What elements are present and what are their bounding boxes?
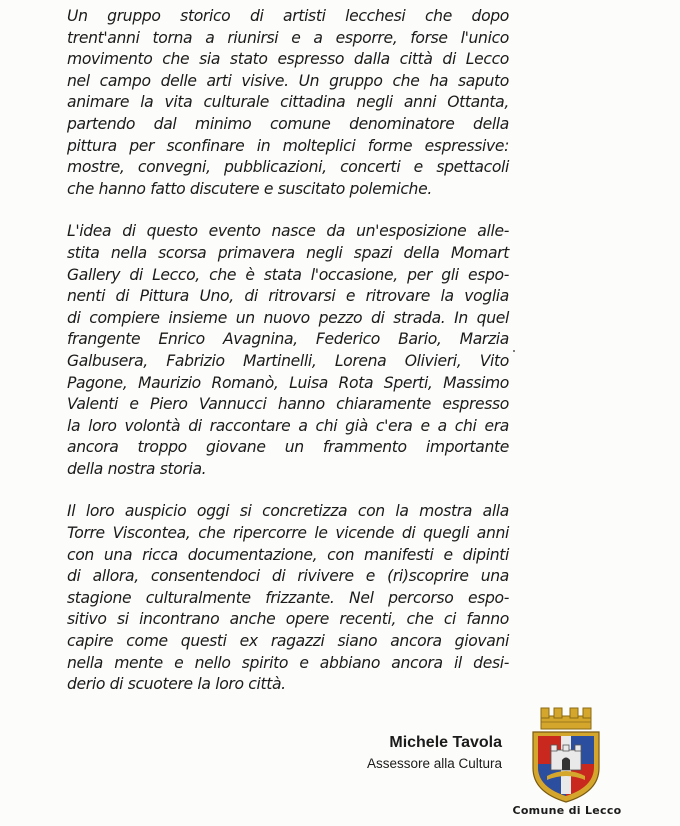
coat-of-arms-icon (527, 706, 605, 806)
text-line: Il loro auspicio oggi si concretizza con la mostra alla (67, 502, 509, 521)
signature (367, 733, 502, 775)
text-line: partendo dal minimo comune denominatore della (67, 114, 509, 133)
text-line: Torre Viscontea, che ripercorre le vicende di quegli anni (67, 524, 509, 543)
speck-mark (513, 350, 515, 352)
text-line: stagione culturalmente frizzante. Nel percorso espo- (67, 588, 509, 607)
text-line: Gallery di Lecco, che è stata l'occasione, per gli espo- (67, 265, 509, 284)
signature-role: Assessore alla Cultura (366, 756, 502, 771)
text-line: Galbusera, Fabrizio Martinelli, Lorena Olivieri, Vito (67, 351, 509, 370)
text-line: animare la vita culturale cittadina negli anni Ottanta, (67, 93, 509, 112)
signature-name: Michele Tavola (389, 734, 502, 751)
text-line: con una ricca documentazione, con manifesti e dipinti (67, 545, 509, 564)
text-line: nel campo delle arti visive. Un gruppo che ha saputo (67, 71, 509, 90)
text-line: Un gruppo storico di artisti lecchesi che dopo (67, 7, 509, 25)
text-line: capire come questi ex ragazzi siano ancora giovani (67, 632, 509, 651)
text-line: della nostra storia. (67, 459, 207, 478)
text-line: nella mente e nello spirito e abbiano ancora il desi- (67, 653, 509, 672)
text-line: che hanno fatto discutere e suscitato polemiche. (67, 179, 432, 198)
text-line: L'idea di questo evento nasce da un'esposizione alle- (67, 222, 509, 241)
text-line: di allora, consentendoci di rivivere e (ri)scoprire una (67, 567, 509, 586)
text-line: sitivo si incontrano anche opere recenti, che ci fanno (67, 610, 509, 629)
text-line: ancora troppo giovane un frammento importante (67, 438, 509, 457)
text-line: Pagone, Maurizio Romanò, Luisa Rota Sperti, Massimo (67, 373, 509, 392)
text-line: movimento che sia stato espresso dalla città di Lecco (67, 50, 509, 69)
text-line: la loro volontà di raccontare a chi già c'era e a chi era (67, 416, 509, 435)
text-line: nenti di Pittura Uno, di ritrovarsi e ritrovare la voglia (67, 287, 509, 306)
text-line: Valenti e Piero Vannucci hanno chiaramente espresso (67, 395, 509, 414)
body-text (67, 6, 509, 717)
text-line: pittura per sconfinare in molteplici forme espressive: (67, 136, 509, 155)
emblem-caption: Comune di Lecco (512, 804, 622, 817)
text-line: di compiere insieme un nuovo pezzo di strada. In quel (67, 308, 509, 327)
paragraph-1 (67, 6, 509, 200)
text-line: stita nella scorsa primavera negli spazi della Momart (67, 243, 509, 262)
text-line: derio di scuotere la loro città. (67, 675, 286, 694)
text-line: frangente Enrico Avagnina, Federico Bario, Marzia (67, 330, 509, 349)
text-line: trent'anni torna a riunirsi e a esporre, forse l'unico (67, 28, 509, 47)
paragraph-2 (67, 221, 509, 480)
text-line: mostre, convegni, pubblicazioni, concerti e spettacoli (67, 158, 509, 177)
paragraph-3 (67, 501, 509, 695)
